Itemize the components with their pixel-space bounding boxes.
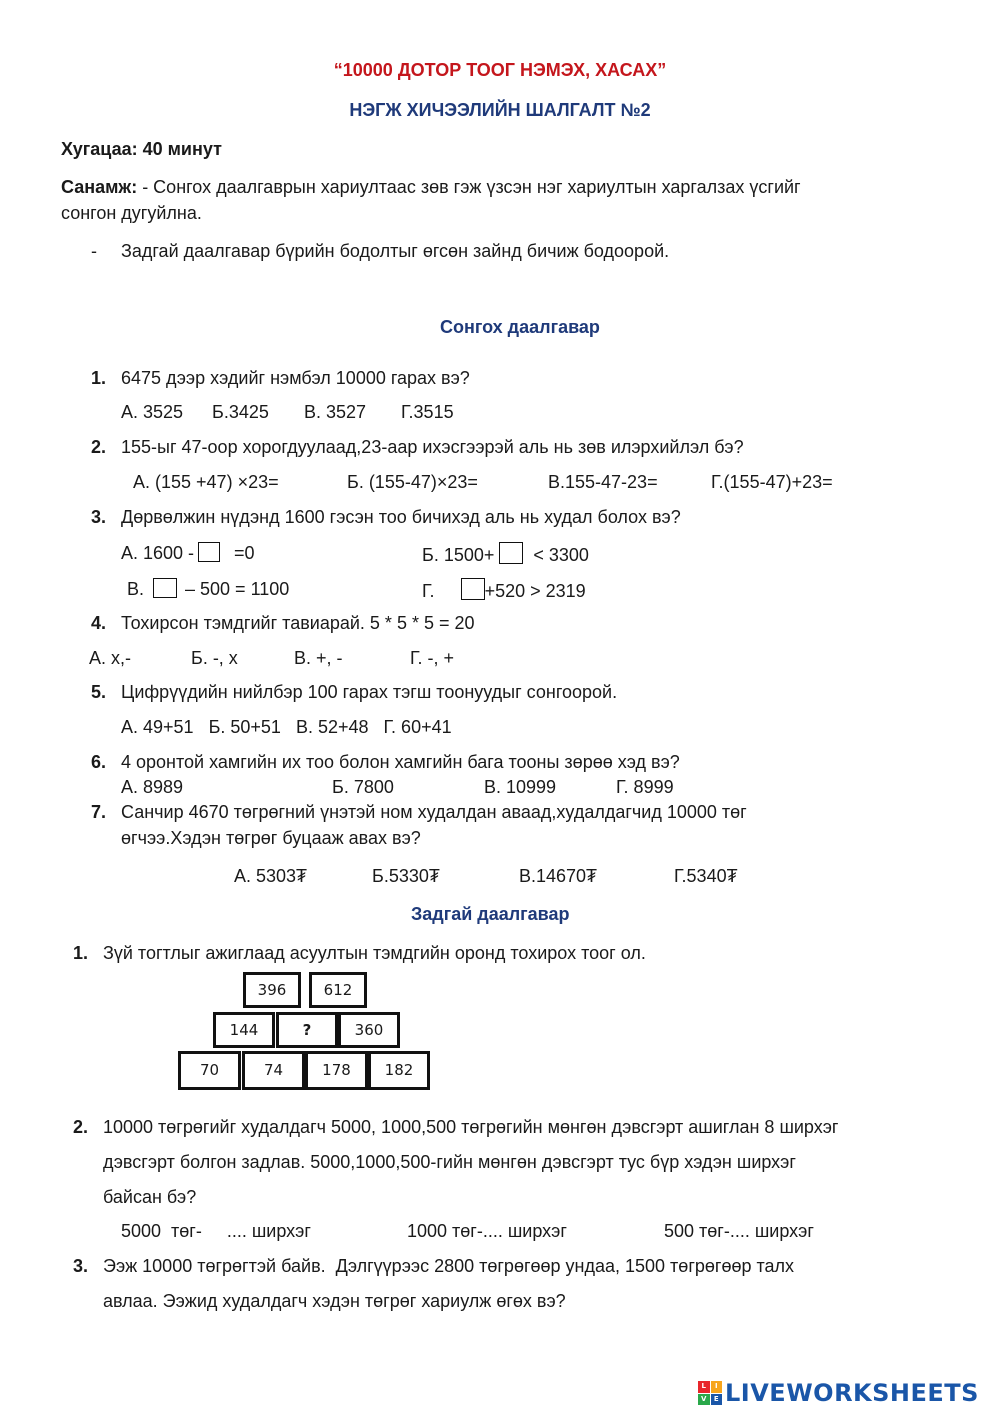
answer-option[interactable]: Г.5340₮ (674, 866, 738, 886)
answer-option[interactable]: Б. -, х (191, 648, 238, 668)
question-text: Ээж 10000 төгрөгтэй байв. Дэлгүүрээс 2800 төгрөгөөр ундаа, 1500 төгрөгөөр талх (103, 1256, 795, 1276)
answer-option[interactable]: Г. 8999 (616, 777, 674, 797)
answer-option[interactable]: В.155-47-23= (548, 472, 658, 492)
open-section-heading: Задгай даалгавар (411, 904, 570, 924)
bullet-text: Задгай даалгавар бүрийн бодолтыг өгсөн зайнд бичиж бодоорой. (121, 241, 670, 261)
answer-blank[interactable]: 1000 төг-.... ширхэг (407, 1221, 567, 1241)
answer-option[interactable]: А. 3525 (121, 402, 184, 422)
question-number: 1. (73, 943, 89, 963)
question-text: Санчир 4670 төгрөгний үнэтэй ном худалдан аваад,худалдагчид 10000 төг (121, 802, 747, 822)
answer-option-d[interactable] (422, 578, 586, 602)
question-number: 6. (91, 752, 107, 772)
empty-box-icon (461, 578, 485, 600)
logo-badge-icon: L I V E (698, 1381, 722, 1405)
empty-box-icon (499, 542, 523, 564)
note-line-1 (61, 177, 801, 198)
question-text: 155-ыг 47-оор хорогдуулаад,23-аар ихэсгээрэй аль нь зөв илэрхийлэл бэ? (121, 437, 744, 457)
choice-section-heading: Сонгох даалгавар (440, 317, 600, 337)
question-text: 10000 төгрөгийг худалдагч 5000, 1000,500 төгрөгийн мөнгөн дэвсгэрт ашиглан 8 ширхэг (103, 1117, 839, 1137)
option-suffix: =0 (234, 543, 255, 563)
bullet-dash: - (91, 241, 97, 261)
note-line-2: сонгон дугуйлна. (61, 203, 202, 223)
option-suffix: +520 > 2319 (484, 581, 586, 601)
pyramid-cell: 360 (338, 1012, 400, 1048)
answer-blank[interactable]: 5000 төг- .... ширхэг (121, 1221, 311, 1241)
answer-option-c[interactable] (127, 578, 289, 600)
option-prefix: Г. (422, 581, 435, 601)
pyramid-cell: 182 (368, 1051, 430, 1090)
answer-option-b[interactable] (422, 542, 589, 566)
worksheet-subtitle: НЭГЖ ХИЧЭЭЛИЙН ШАЛГАЛТ №2 (349, 100, 651, 120)
question-number: 4. (91, 613, 107, 633)
question-text-line-2: өгчээ.Хэдэн төгрөг буцааж авах вэ? (121, 828, 421, 848)
pyramid-cell: 178 (305, 1051, 368, 1090)
question-text-line-3: байсан бэ? (103, 1187, 197, 1207)
question-number: 5. (91, 682, 107, 702)
empty-box-icon (198, 542, 220, 562)
logo-text: LIVEWORKSHEETS (725, 1379, 979, 1407)
question-text: 6475 дээр хэдийг нэмбэл 10000 гарах вэ? (121, 368, 470, 388)
answer-option[interactable]: В.14670₮ (519, 866, 598, 886)
question-text: 4 оронтой хамгийн их тоо болон хамгийн бага тооны зөрөө хэд вэ? (121, 752, 680, 772)
pyramid-cell: 74 (242, 1051, 305, 1090)
answer-options-line[interactable]: А. 49+51 Б. 50+51 В. 52+48 Г. 60+41 (121, 717, 452, 737)
worksheet-title: “10000 ДОТОР ТООГ НЭМЭХ, ХАСАХ” (333, 60, 667, 80)
empty-box-icon (153, 578, 177, 598)
option-prefix: А. 1600 - (121, 543, 195, 563)
note-label: Санамж: (61, 177, 138, 197)
question-text: Цифрүүдийн нийлбэр 100 гарах тэгш тоонуудыг сонгоорой. (121, 682, 618, 702)
answer-option[interactable]: А. (155 +47) ×23= (133, 472, 279, 492)
answer-option[interactable]: В. 10999 (484, 777, 557, 797)
option-suffix: < 3300 (533, 545, 589, 565)
answer-option[interactable]: В. +, - (294, 648, 343, 668)
question-text: Зүй тогтлыг ажиглаад асуултын тэмдгийн оронд тохирох тоог ол. (103, 943, 646, 963)
answer-option[interactable]: Б.3425 (212, 402, 269, 422)
question-text-line-2: авлаа. Ээжид худалдагч хэдэн төгрөг хариулж өгөх вэ? (103, 1291, 566, 1311)
pyramid-cell: 612 (309, 972, 367, 1008)
liveworksheets-logo (698, 1378, 979, 1408)
answer-option[interactable]: А. 5303₮ (234, 866, 308, 886)
option-suffix: – 500 = 1100 (185, 579, 290, 599)
question-text: Дөрвөлжин нүдэнд 1600 гэсэн тоо бичихэд аль нь худал болох вэ? (121, 507, 681, 527)
time-label: Хугацаа: 40 минут (61, 139, 222, 159)
question-text-line-2: дэвсгэрт болгон задлав. 5000,1000,500-гийн мөнгөн дэвсгэрт тус бүр хэдэн ширхэг (103, 1152, 796, 1172)
pyramid-cell: 70 (178, 1051, 241, 1090)
question-number: 3. (73, 1256, 89, 1276)
question-number: 2. (91, 437, 107, 457)
question-number: 1. (91, 368, 107, 388)
question-number: 3. (91, 507, 107, 527)
answer-option[interactable]: Б.5330₮ (372, 866, 440, 886)
option-prefix: Б. 1500+ (422, 545, 495, 565)
question-text: Тохирсон тэмдгийг тавиарай. 5 * 5 * 5 = 20 (121, 613, 475, 633)
question-number: 7. (91, 802, 107, 822)
answer-option[interactable]: А. 8989 (121, 777, 184, 797)
answer-option[interactable]: Г.(155-47)+23= (711, 472, 833, 492)
answer-option-a[interactable] (121, 542, 255, 564)
pyramid-cell: 144 (213, 1012, 275, 1048)
answer-option[interactable]: В. 3527 (304, 402, 367, 422)
answer-option[interactable]: Г. -, + (410, 648, 455, 668)
pyramid-unknown-cell[interactable]: ? (276, 1012, 338, 1048)
answer-option[interactable]: Б. (155-47)×23= (347, 472, 478, 492)
pyramid-cell: 396 (243, 972, 301, 1008)
answer-option[interactable]: Г.3515 (401, 402, 454, 422)
note-text: - Сонгох даалгаврын хариултаас зөв гэж үзсэн нэг хариултын харгалзах үсгийг (137, 177, 801, 197)
option-prefix: В. (127, 579, 145, 599)
question-number: 2. (73, 1117, 89, 1137)
answer-blank[interactable]: 500 төг-.... ширхэг (664, 1221, 814, 1241)
answer-option[interactable]: Б. 7800 (332, 777, 394, 797)
answer-option[interactable]: А. х,- (89, 648, 132, 668)
